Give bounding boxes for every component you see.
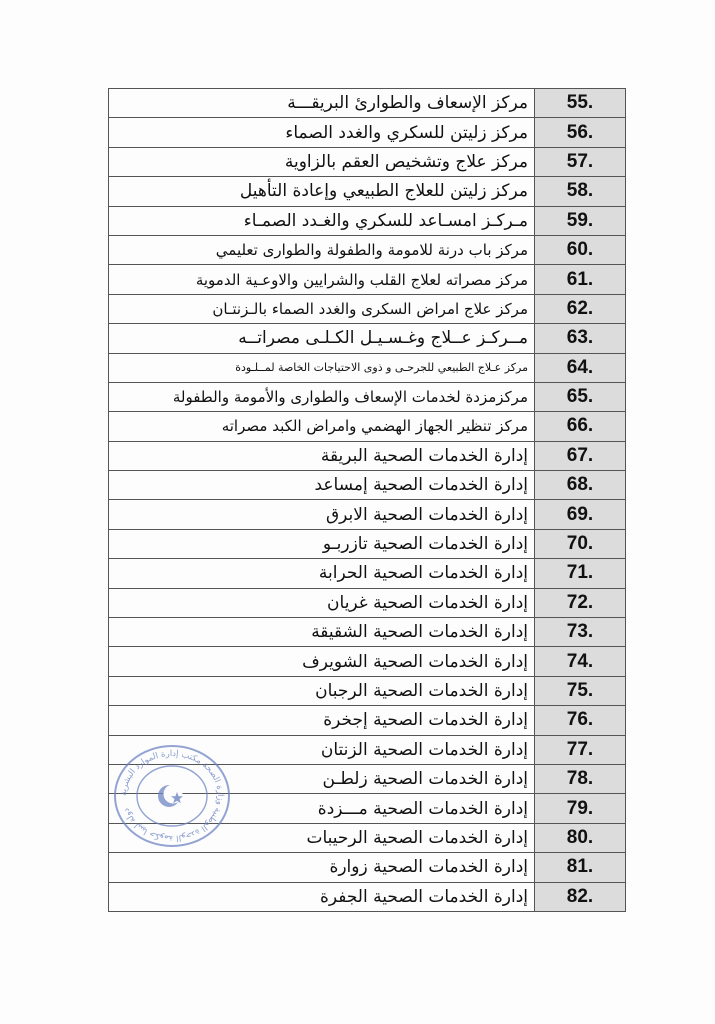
center-name: إدارة الخدمات الصحية الشويرف [109, 647, 535, 676]
center-name: مــركـز عــلاج وغـسـيـل الكـلـى مصراتــه [109, 324, 535, 353]
row-number: 62. [535, 294, 626, 323]
center-name: إدارة الخدمات الصحية الزنتان [109, 735, 535, 764]
center-name: إدارة الخدمات الصحية الرجبان [109, 676, 535, 705]
table-row [109, 441, 626, 470]
table-row [109, 823, 626, 852]
row-number: 76. [535, 706, 626, 735]
table-row [109, 118, 626, 147]
table-row [109, 353, 626, 382]
table-row [109, 235, 626, 264]
row-number: 65. [535, 382, 626, 411]
center-name: مركز الإسعاف والطوارئ البريقـــة [109, 89, 535, 118]
table-row [109, 794, 626, 823]
table-row [109, 764, 626, 793]
center-name: مـركـز امسـاعد للسكري والغـدد الصمـاء [109, 206, 535, 235]
row-number: 77. [535, 735, 626, 764]
table-row [109, 588, 626, 617]
center-name: إدارة الخدمات الصحية غريان [109, 588, 535, 617]
row-number: 60. [535, 235, 626, 264]
center-name: إدارة الخدمات الصحية إجخرة [109, 706, 535, 735]
row-number: 78. [535, 764, 626, 793]
row-number: 81. [535, 853, 626, 882]
table-row [109, 529, 626, 558]
table-row [109, 882, 626, 911]
row-number: 57. [535, 147, 626, 176]
table-row [109, 265, 626, 294]
center-name: إدارة الخدمات الصحية الحرابة [109, 559, 535, 588]
center-name: إدارة الخدمات الصحية الشقيقة [109, 618, 535, 647]
center-name: مركز زليتن للسكري والغدد الصماء [109, 118, 535, 147]
table-row [109, 471, 626, 500]
table-row [109, 147, 626, 176]
center-name: إدارة الخدمات الصحية مـــزدة [109, 794, 535, 823]
center-name: إدارة الخدمات الصحية الابرق [109, 500, 535, 529]
table-row [109, 647, 626, 676]
table-row [109, 676, 626, 705]
table-row [109, 382, 626, 411]
center-name: إدارة الخدمات الصحية البريقة [109, 441, 535, 470]
table-row [109, 735, 626, 764]
center-name: مركز عـلاج الطبيعي للجرحـى و ذوى الاحتياجات الخاصة لمــلـودة [109, 353, 535, 382]
table-row [109, 89, 626, 118]
center-name: مركز زليتن للعلاج الطبيعي وإعادة التأهيل [109, 177, 535, 206]
row-number: 55. [535, 89, 626, 118]
center-name: إدارة الخدمات الصحية الرحيبات [109, 823, 535, 852]
table-row [109, 324, 626, 353]
row-number: 68. [535, 471, 626, 500]
row-number: 74. [535, 647, 626, 676]
row-number: 79. [535, 794, 626, 823]
center-name: مركزمزدة لخدمات الإسعاف والطوارى والأمومة والطفولة [109, 382, 535, 411]
table-row [109, 206, 626, 235]
row-number: 70. [535, 529, 626, 558]
row-number: 56. [535, 118, 626, 147]
table-row [109, 500, 626, 529]
row-number: 75. [535, 676, 626, 705]
table-row [109, 412, 626, 441]
row-number: 66. [535, 412, 626, 441]
row-number: 73. [535, 618, 626, 647]
row-number: 71. [535, 559, 626, 588]
row-number: 63. [535, 324, 626, 353]
center-name: مركز علاج وتشخيص العقم بالزاوية [109, 147, 535, 176]
row-number: 59. [535, 206, 626, 235]
table-row [109, 853, 626, 882]
center-name: إدارة الخدمات الصحية زوارة [109, 853, 535, 882]
center-name: إدارة الخدمات الصحية زلطـن [109, 764, 535, 793]
centers-table [108, 88, 626, 912]
center-name: مركز علاج امراض السكرى والغدد الصماء بالـزنتـان [109, 294, 535, 323]
row-number: 58. [535, 177, 626, 206]
row-number: 72. [535, 588, 626, 617]
table-row [109, 559, 626, 588]
center-name: إدارة الخدمات الصحية الجفرة [109, 882, 535, 911]
row-number: 80. [535, 823, 626, 852]
table-row [109, 177, 626, 206]
center-name: مركز تنظير الجهاز الهضمي وامراض الكبد مصراته [109, 412, 535, 441]
stamp-text: دولة ليبيا حكومة الوحدة الوطنية وزارة الصحة مكتب إدارة الموارد البشرية [118, 748, 226, 844]
row-number: 69. [535, 500, 626, 529]
row-number: 64. [535, 353, 626, 382]
table-row [109, 618, 626, 647]
row-number: 82. [535, 882, 626, 911]
table-row [109, 294, 626, 323]
table-row [109, 706, 626, 735]
centers-table-body [109, 89, 626, 912]
center-name: إدارة الخدمات الصحية تازربـو [109, 529, 535, 558]
row-number: 67. [535, 441, 626, 470]
center-name: مركز باب درنة للامومة والطفولة والطوارى تعليمي [109, 235, 535, 264]
center-name: مركز مصراته لعلاج القلب والشرايين والاوعـية الدموية [109, 265, 535, 294]
row-number: 61. [535, 265, 626, 294]
center-name: إدارة الخدمات الصحية إمساعد [109, 471, 535, 500]
